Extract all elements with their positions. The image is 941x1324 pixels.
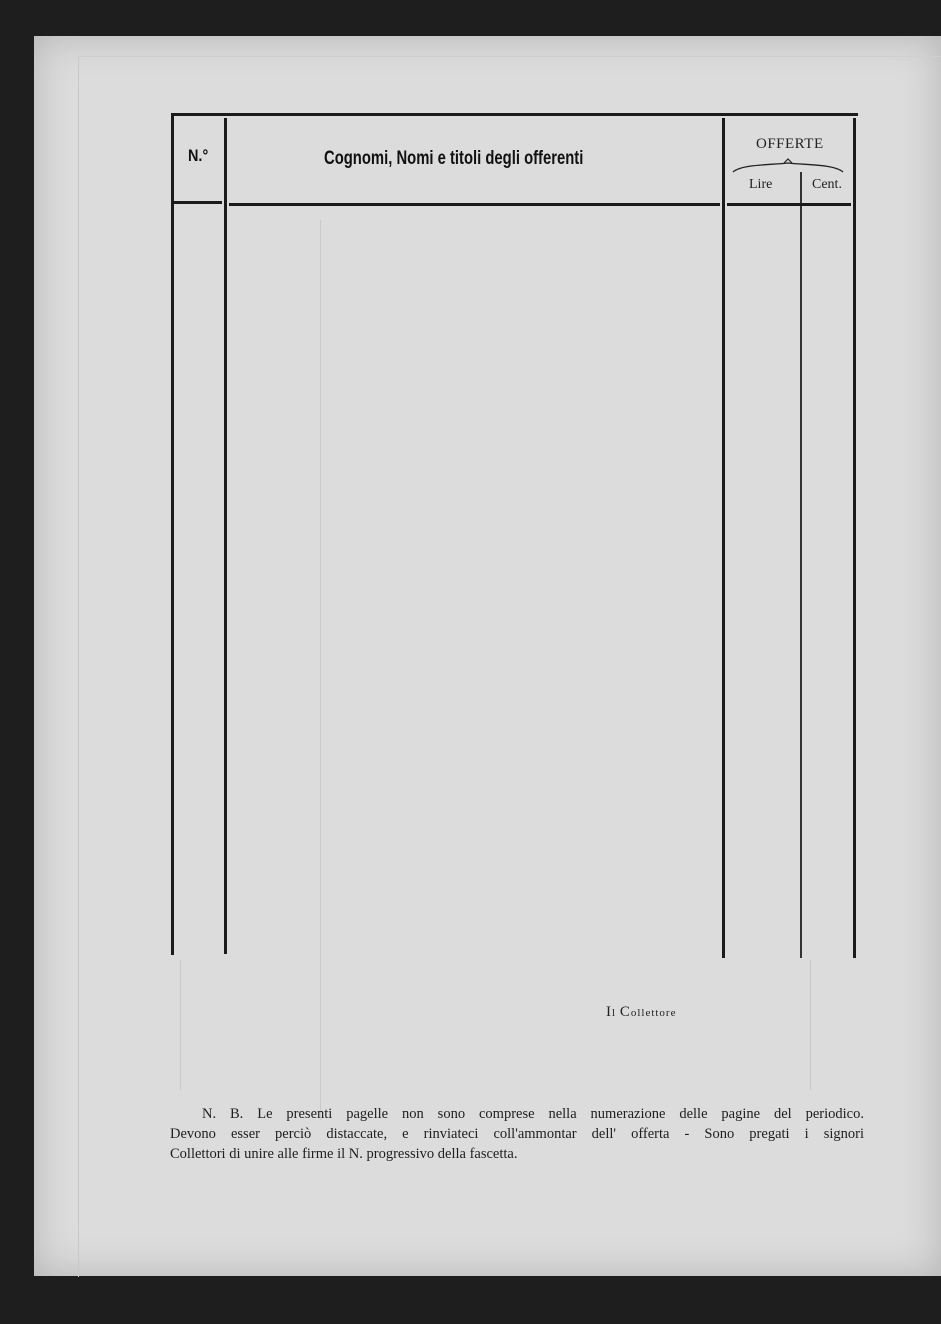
header-bottom-rule-offers bbox=[727, 203, 851, 206]
offers-brace bbox=[732, 158, 844, 174]
show-through-line bbox=[180, 960, 181, 1090]
page-edge bbox=[78, 56, 941, 1277]
column-divider-lire-cent bbox=[800, 172, 802, 958]
show-through-line bbox=[320, 220, 321, 1120]
header-lire: Lire bbox=[749, 177, 773, 192]
header-bottom-rule-names bbox=[229, 203, 720, 206]
footnote-line-3: Collettori di unire alle firme il N. progressivo della fascetta. bbox=[170, 1146, 518, 1162]
header-names: Cognomi, Nomi e titoli degli offerenti bbox=[324, 148, 584, 169]
header-cent: Cent. bbox=[812, 177, 842, 192]
header-offers: OFFERTE bbox=[756, 136, 824, 152]
header-bottom-rule-number bbox=[174, 201, 222, 204]
footnote-line-1: N. B. Le presenti pagelle non sono comprese nella numerazione delle pagine del periodico. bbox=[202, 1106, 864, 1122]
header-number: N.° bbox=[188, 146, 209, 165]
collector-signature-label: Il Collettore bbox=[606, 1004, 677, 1020]
table-top-border bbox=[172, 113, 858, 116]
footnote-line-2: Devono esser perciò distaccate, e rinviateci coll'ammontar dell' offerta - Sono pregati i signori bbox=[170, 1126, 864, 1142]
table-right-border bbox=[853, 118, 856, 958]
footnote bbox=[170, 1104, 864, 1164]
table-left-border bbox=[171, 113, 174, 955]
show-through-line bbox=[810, 960, 811, 1090]
column-divider-names bbox=[722, 118, 725, 958]
column-divider-number bbox=[224, 118, 227, 954]
